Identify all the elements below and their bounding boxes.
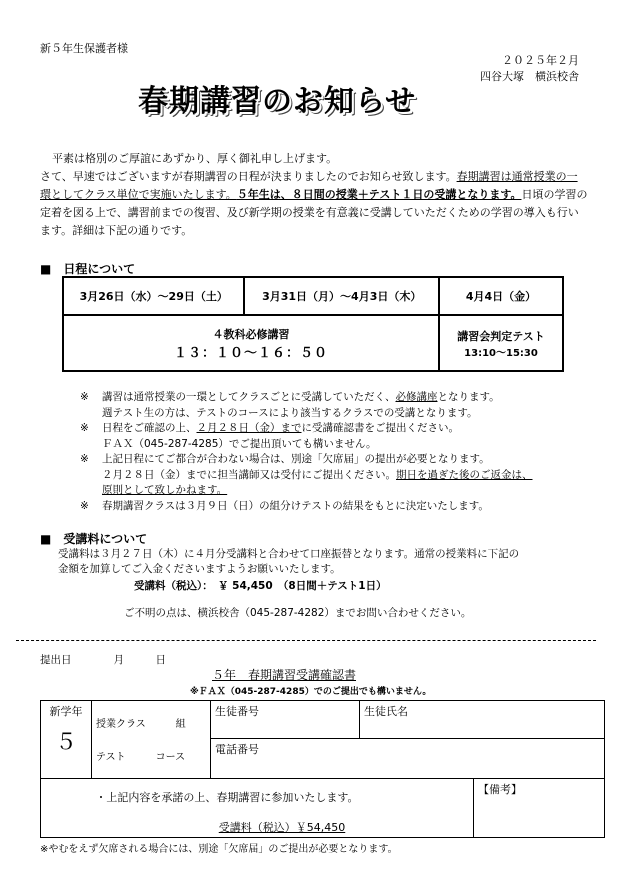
note-1-sub: 週テスト生の方は、テストのコースにより該当するクラスでの受講となります。: [102, 406, 478, 419]
period-3: 4月4日（金）: [439, 277, 563, 315]
course-cell: [63, 315, 439, 371]
grade-label: 新学年: [49, 705, 83, 718]
note-mark: ※: [80, 422, 89, 434]
issue-date: ２０２５年２月: [502, 54, 579, 67]
fee-amount: 受講料（税込）： ￥ 54,450 （8日間＋テスト1日）: [134, 580, 387, 592]
note-2-fax: ＦＡＸ（045-287-4285）でご提出頂いても構いません。: [102, 437, 377, 450]
recipient: 新５年生保護者様: [40, 42, 128, 55]
intro-text-2: 春期講習は通常授業の一環としてクラス単位で実施いたします。: [40, 170, 578, 201]
test-cell: [439, 315, 563, 371]
contact-info: ご不明の点は、横浜校舎（045-287-4282）までお問い合わせください。: [124, 607, 472, 619]
form-fee: 受講料（税込）￥54,450: [218, 821, 346, 834]
class-cell: [92, 701, 211, 779]
note-4: [80, 499, 533, 515]
footer-note: ※やむをえず欠席される場合には、別途「欠席届」のご提出が必要となります。: [40, 844, 398, 855]
fee-heading: ■ 受講料について: [40, 532, 148, 546]
submit-date: 提出日 月 日: [40, 654, 166, 666]
intro: [40, 150, 588, 240]
notes: [80, 390, 533, 514]
page-title: 春期講習のお知らせ: [138, 84, 417, 119]
student-name-field[interactable]: 生徒氏名: [360, 701, 605, 739]
remarks-field[interactable]: 【備考】: [474, 779, 605, 838]
note-1-required: 必修講座: [395, 391, 438, 403]
intro-body: [40, 168, 588, 240]
consent-text: ・上記内容を承諾の上、春期講習に参加いたします。: [95, 791, 359, 804]
note-2: [80, 421, 533, 437]
note-2-end: に受講確認書をご提出ください。: [301, 422, 459, 434]
grade-value: ５: [54, 730, 77, 755]
course-name: ４教科必修講習: [212, 327, 290, 341]
grade-cell: [41, 701, 92, 779]
note-3-refund: 期日を過ぎた後のご返金は、: [396, 468, 533, 481]
note-2-text: 日程をご確認の上、: [102, 422, 197, 434]
intro-text-1: さて、早速ではございますが春期講習の日程が決まりましたのでお知らせ致します。: [40, 170, 457, 183]
form-title: ５年 春期講習受講確認書: [212, 668, 357, 682]
school-name: 四谷大塚 横浜校舎: [480, 70, 579, 83]
schedule-heading: ■ 日程について: [40, 262, 136, 276]
note-mark: ※: [80, 391, 89, 403]
note-3-sub: [80, 468, 533, 484]
note-3: [80, 452, 533, 468]
period-1: 3月26日（水）～29日（土）: [63, 277, 244, 315]
note-1-end: となります。: [437, 391, 500, 403]
fax-note: ※ＦＡＸ（045-287-4285）でのご提出でも構いません。: [190, 687, 432, 697]
fee-line-2: 金額を加算してご入金くださいますようお願いいたします。: [58, 563, 341, 575]
note-mark: ※: [80, 453, 89, 465]
intro-text-3: 日頃の学習の定着を図る上で、講習前までの復習、及び新学期の授業を有意義に受講していただくための学習の導入も行います。詳細は下記の通りです。: [40, 188, 588, 237]
course-time: １３：１０～１６：５０: [173, 345, 328, 361]
note-4-text: 春期講習クラスは３月９日（日）の組分けテストの結果をもとに決定いたします。: [102, 499, 489, 512]
intro-highlight: ５年生は、８日間の授業＋テスト１日の受講となります。: [236, 188, 522, 201]
intro-greeting: 平素は格別のご厚誼にあずかり、厚く御礼申し上げます。: [52, 152, 338, 165]
schedule-table: [62, 276, 564, 372]
note-1: [80, 390, 533, 406]
test-time: 13:10～15:30: [464, 347, 538, 359]
note-mark: ※: [80, 499, 89, 512]
confirmation-form: [40, 700, 605, 838]
test-course-field[interactable]: テスト コース: [96, 752, 186, 763]
cut-line: [16, 640, 596, 641]
test-name: 講習会判定テスト: [457, 329, 545, 343]
student-number-field[interactable]: 生徒番号: [211, 701, 360, 739]
period-2: 3月31日（月）～4月3日（木）: [244, 277, 439, 315]
fee-line-1: 受講料は３月２７日（木）に４月分受講料と合わせて口座振替となります。通常の授業料に下記の: [58, 548, 520, 560]
note-2-deadline: ２月２８日（金）まで: [196, 422, 302, 434]
class-field[interactable]: 授業クラス 組: [96, 719, 186, 730]
note-3-text: 上記日程にてご都合が合わない場合は、別途「欠席届」の提出が必要となります。: [102, 453, 490, 465]
note-1-text: 講習は通常授業の一環としてクラスごとに受講していただく、: [102, 391, 396, 403]
note-3-deadline: ２月２８日（金）までに担当講師又は受付にご提出ください。: [102, 468, 396, 481]
phone-field[interactable]: 電話番号: [211, 739, 605, 779]
consent-cell: [41, 779, 474, 838]
note-3-policy: 原則として致しかねます。: [102, 484, 228, 496]
